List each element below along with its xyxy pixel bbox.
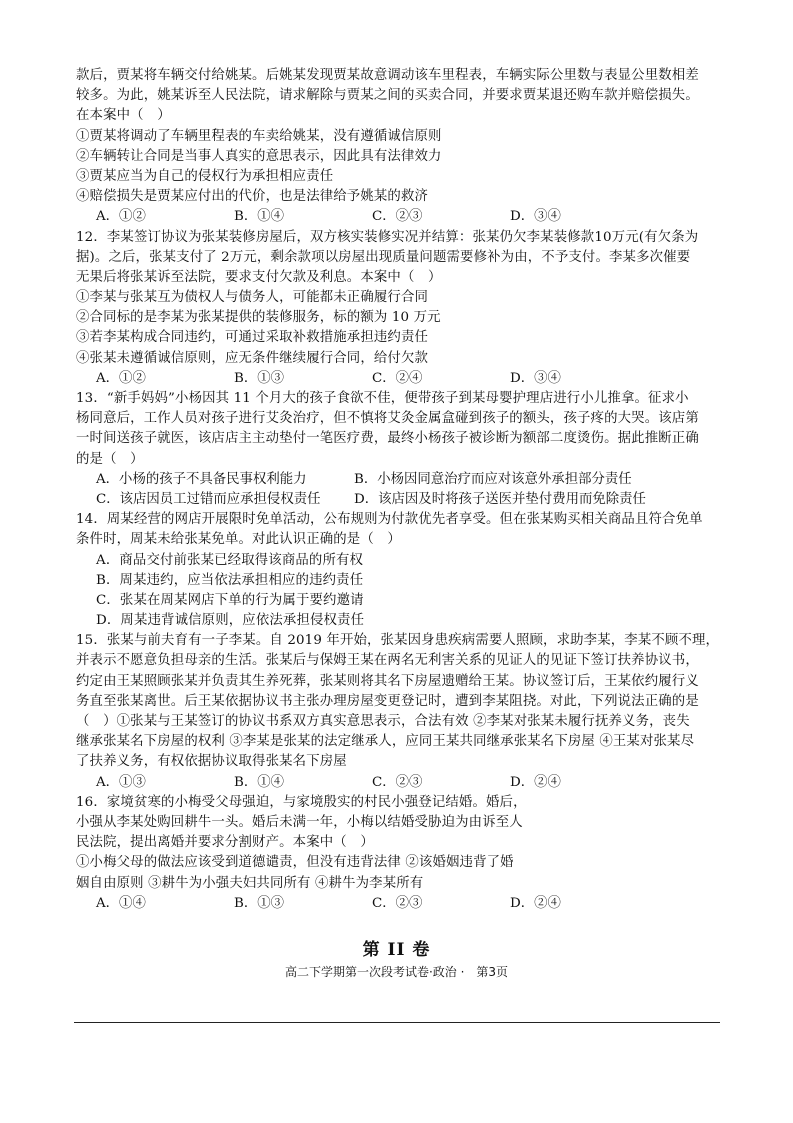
question-text-line: 杨同意后，工作人员对孩子进行艾灸治疗，但不慎将艾灸金属盒碰到孩子的额头，孩子疼的大哭。该店第: [76, 411, 699, 427]
question-text-line: 了扶养义务，有权依据协议取得张某名下房屋: [76, 754, 347, 770]
question-text-line: 13．“新手妈妈”小杨因其 11 个月大的孩子食欲不佳，便带孩子到某母婴护理店进行小儿推拿。征求小: [76, 391, 689, 406]
option-a: A．①④: [96, 895, 146, 911]
option-a: A．商品交付前张某已经取得该商品的所有权: [96, 552, 364, 568]
question-text-line: 约定由王某照顾张某并负责其生养死葬，张某则将其名下房屋遗赠给王某。协议签订后，王某依约履行义: [76, 673, 699, 689]
answer-options: [76, 773, 721, 793]
option-a: A．小杨的孩子不具备民事权利能力: [96, 471, 307, 487]
question-12: [76, 228, 721, 390]
question-13: [76, 389, 721, 510]
option-c: C．张某在周某网店下单的行为属于要约邀请: [96, 592, 364, 608]
question-text-line: 款后，贾某将车辆交付给姚某。后姚某发现贾某故意调动该车里程表，车辆实际公里数与表显公里数相差: [76, 68, 699, 83]
option-b: B．①③: [234, 370, 285, 386]
statement-line: ③贾某应当为自己的侵权行为承担相应责任: [76, 168, 334, 184]
question-text-line: 12．李某签订协议为张某装修房屋后，双方核实装修实况并结算：张某仍欠李某装修款10万元(有欠条为: [76, 229, 699, 245]
option-c: C．②③: [372, 774, 423, 790]
question-15: [76, 631, 721, 793]
option-b: B．①④: [234, 774, 285, 790]
question-text-line: 继承张某名下房屋的权利 ③李某是张某的法定继承人，应同王某共同继承张某名下房屋 ④王某对张某尽: [76, 734, 695, 750]
option-d: D．②④: [510, 895, 561, 911]
question-14: [76, 510, 721, 631]
option-b: B．周某违约，应当依法承担相应的违约责任: [96, 572, 364, 588]
question-text-line: 14．周某经营的网店开展限时免单活动，公布规则为付款优先者享受。但在张某购买相关商品且符合免单: [76, 512, 703, 528]
option-c: C．②③: [372, 209, 423, 225]
option-c: C．该店因员工过错而应承担侵权责任: [96, 491, 321, 507]
question-text-line: 15．张某与前夫育有一子李某。自 2019 年开始，张某因身患疾病需要人照顾，求助李某，李某不顾不理，: [76, 633, 720, 649]
answer-options: [76, 470, 721, 490]
question-text-line: 一时间送孩子就医，该店店主主动垫付一笔医疗费，最终小杨孩子被诊断为额部二度烫伤。据此推断正确: [76, 431, 699, 447]
option-c: C．②④: [372, 370, 423, 386]
question-text-line: 的是（ ）: [76, 451, 144, 467]
question-text-line: 据)。之后，张某支付了 2万元，剩余款项以房屋出现质量问题需要修补为由，不予支付。李某多次催要: [76, 249, 691, 265]
answer-options: [76, 490, 721, 510]
statement-line: ④张某未遵循诚信原则，应无条件继续履行合同，给付欠款: [76, 350, 429, 366]
question-text-line: 小强从李某处购回耕牛一头。婚后未满一年，小梅以结婚受胁迫为由诉至人: [76, 814, 523, 830]
option-a: A．①②: [96, 370, 146, 386]
option-d: D．该店因及时将孩子送医并垫付费用而免除责任: [354, 491, 646, 507]
option-c: C．②③: [372, 895, 423, 911]
question-16: [76, 793, 721, 914]
option-b: B．①③: [234, 895, 285, 911]
question-text-line: 务直至张某离世。后王某依据协议书主张办理房屋变更登记时，遭到李某阻挠。对此，下列说法正确的是: [76, 693, 699, 709]
option-b: B．小杨因同意治疗而应对该意外承担部分责任: [354, 471, 632, 487]
question-text-line: 并表示不愿意负担母亲的生活。张某后与保姆王某在两名无利害关系的见证人的见证下签订扶养协议书，: [76, 653, 699, 669]
statement-line: ②合同标的是李某为张某提供的装修服务，标的额为 10 万元: [76, 310, 441, 326]
footer-divider: [74, 1022, 720, 1023]
statement-line: ①小梅父母的做法应该受到道德谴责，但没有违背法律 ②该婚姻违背了婚: [76, 855, 514, 871]
question-text-line: 民法院，提出离婚并要求分割财产。本案中（ ）: [76, 835, 374, 851]
question-text-line: 无果后将张某诉至法院，要求支付欠款及利息。本案中（ ）: [76, 269, 442, 285]
option-d: D．②④: [510, 774, 561, 790]
section-heading: 第 II 卷: [362, 940, 431, 960]
option-b: B．①④: [234, 209, 285, 225]
question-text-line: （ ）①张某与王某签订的协议书系双方真实意思表示，合法有效 ②李某对张某未履行抚养义务，丧失: [76, 714, 690, 729]
statement-line: ①贾某将调动了车辆里程表的车卖给姚某，没有遵循诚信原则: [76, 128, 442, 144]
question-text-line: 条件时，周某未给张某免单。对此认识正确的是（ ）: [76, 532, 401, 548]
question-11-continued: [76, 66, 721, 228]
question-text-line: 较多。为此，姚某诉至人民法院，请求解除与贾某之间的买卖合同，并要求贾某退还购车款并赔偿损失。: [76, 88, 699, 104]
option-d: D．③④: [510, 370, 561, 386]
option-a: A．①③: [96, 774, 146, 790]
option-d: D．周某违背诚信原则，应依法承担侵权责任: [96, 613, 365, 629]
answer-options: [76, 207, 721, 227]
answer-options: [76, 894, 721, 914]
statement-line: ②车辆转让合同是当事人真实的意思表示，因此具有法律效力: [76, 148, 442, 164]
statement-line: ①李某与张某互为债权人与债务人，可能都未正确履行合同: [76, 290, 429, 306]
statement-line: ③若李某构成合同违约，可通过采取补救措施承担违约责任: [76, 330, 429, 346]
question-text-line: 16．家境贫寒的小梅受父母强迫，与家境殷实的村民小强登记结婚。婚后，: [76, 794, 527, 810]
questions-area: [76, 66, 721, 914]
statement-line: 姻自由原则 ③耕牛为小强夫妇共同所有 ④耕牛为李某所有: [76, 875, 424, 891]
answer-options: [76, 369, 721, 389]
page-footer: 高二下学期第一次段考试卷·政治 · 第3页: [284, 965, 509, 979]
option-a: A．①②: [96, 209, 146, 225]
question-text-line: 在本案中（ ）: [76, 108, 171, 124]
statement-line: ④赔偿损失是贾某应付出的代价，也是法律给予姚某的救济: [76, 189, 429, 205]
option-d: D．③④: [510, 209, 561, 225]
